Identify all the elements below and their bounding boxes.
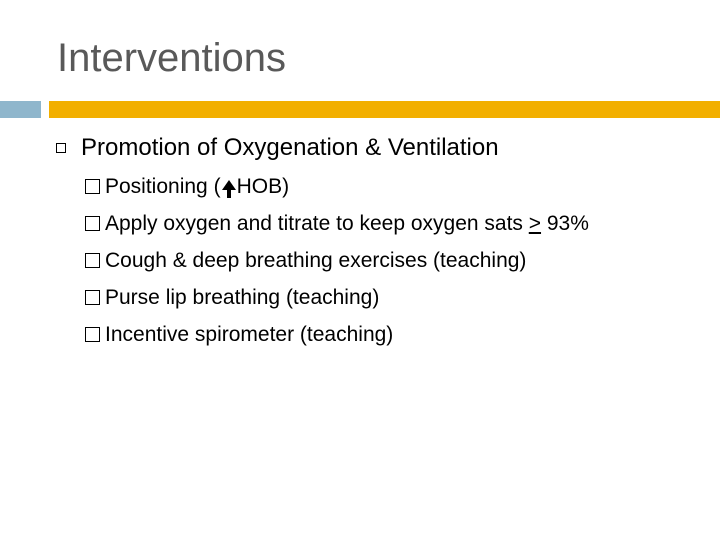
checkbox-bullet-icon: [85, 327, 100, 342]
bullet-text-suffix: 93%: [541, 212, 589, 235]
bullet-text: Cough & deep breathing exercises (teaching): [105, 249, 527, 272]
accent-bar-blue: [0, 101, 41, 118]
list-item: [85, 208, 685, 239]
bullet-text: Apply oxygen and titrate to keep oxygen sats: [105, 212, 529, 235]
list-item: [85, 245, 685, 276]
checkbox-bullet-icon: [85, 290, 100, 305]
bullet-text: Incentive spirometer (teaching): [105, 323, 394, 346]
list-item: [85, 171, 685, 202]
slide-title: Interventions: [57, 36, 287, 80]
square-bullet-icon: [56, 143, 66, 153]
bullet-text-suffix: HOB): [236, 175, 290, 198]
list-item: [85, 319, 685, 350]
up-arrow-icon: [222, 180, 236, 190]
list-item: [85, 282, 685, 313]
checkbox-bullet-icon: [85, 179, 100, 194]
bullet-text: Purse lip breathing (teaching): [105, 286, 380, 309]
bullet-list: [85, 171, 685, 356]
checkbox-bullet-icon: [85, 216, 100, 231]
greater-equal-symbol: >: [528, 212, 542, 235]
checkbox-bullet-icon: [85, 253, 100, 268]
bullet-text: Positioning (: [105, 175, 221, 198]
accent-bar-gold: [49, 101, 720, 118]
heading-text: Promotion of Oxygenation & Ventilation: [81, 134, 499, 161]
